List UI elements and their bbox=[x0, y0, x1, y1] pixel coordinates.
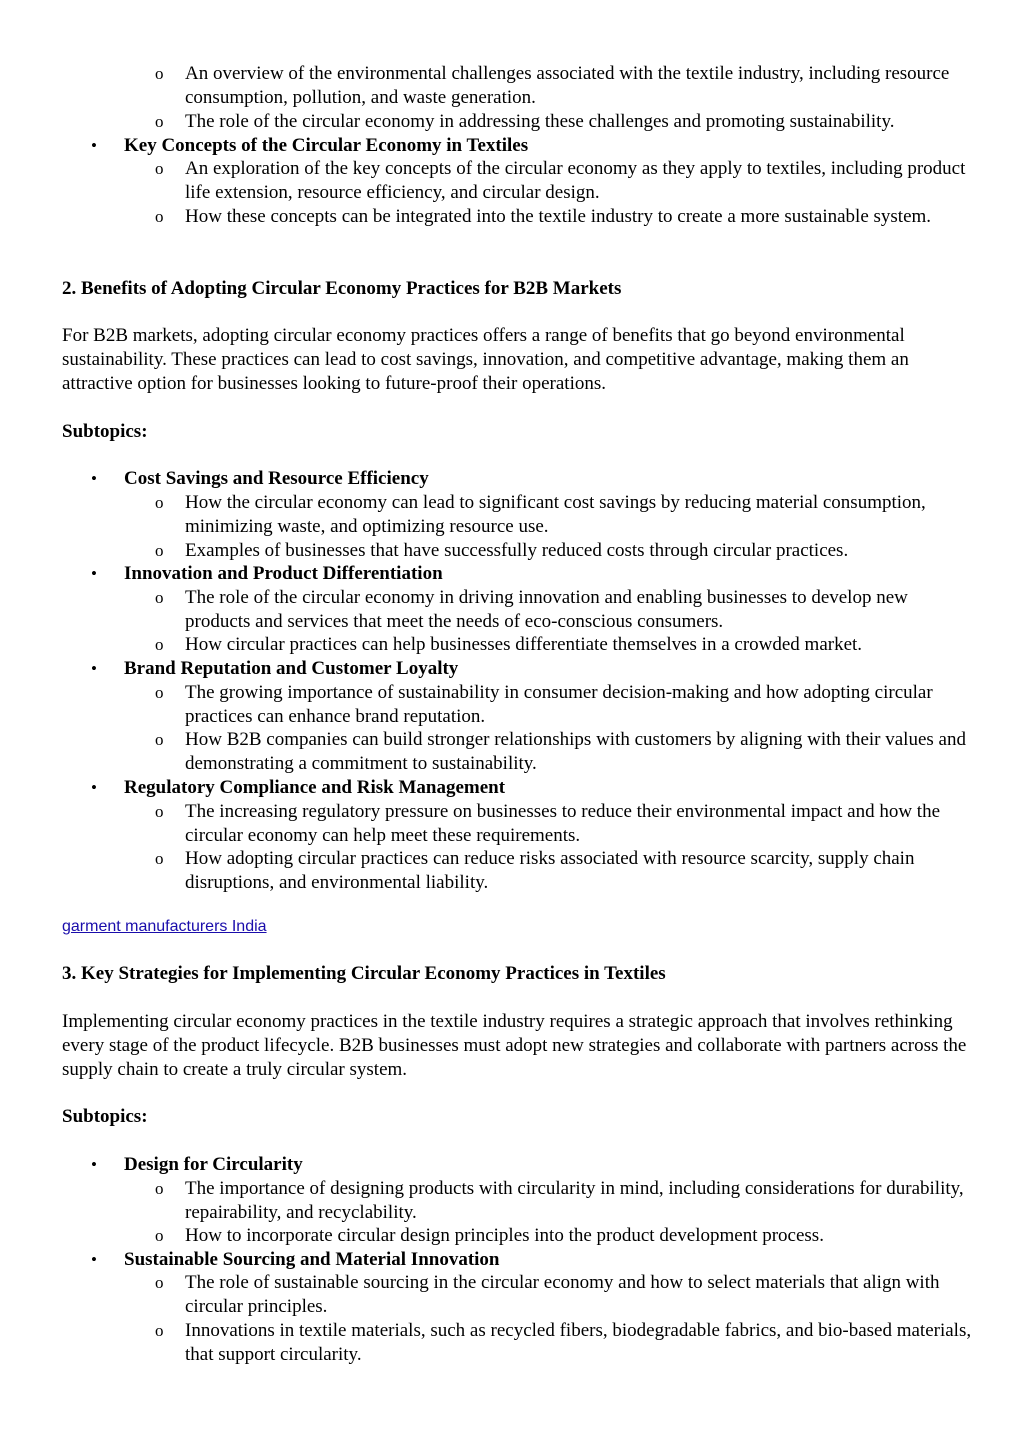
section-heading: 3. Key Strategies for Implementing Circular Economy Practices in Textiles bbox=[62, 963, 666, 984]
list-item: The role of the circular economy in driving innovation and enabling businesses to develop new products and services that meet the needs of eco-conscious consumers. bbox=[185, 587, 908, 632]
list-item: How circular practices can help businesses differentiate themselves in a crowded market. bbox=[185, 634, 863, 655]
list-item: How B2B companies can build stronger relationships with customers by aligning with their values and demonstrating a commitment to sustainability. bbox=[185, 729, 966, 774]
section-heading: 2. Benefits of Adopting Circular Economy Practices for B2B Markets bbox=[62, 278, 622, 299]
list-item: The increasing regulatory pressure on businesses to reduce their environmental impact and how the circular economy can help meet these requirements. bbox=[185, 801, 941, 846]
sub-bullet-marker: o bbox=[155, 207, 164, 226]
bullet-marker: • bbox=[91, 564, 97, 583]
list-item: The role of the circular economy in addressing these challenges and promoting sustainability. bbox=[185, 111, 895, 132]
subtopics-label: Subtopics: bbox=[62, 421, 148, 442]
list-item: How to incorporate circular design principles into the product development process. bbox=[185, 1225, 824, 1246]
bullet-heading: Key Concepts of the Circular Economy in Textiles bbox=[124, 135, 529, 156]
subtopics-label: Subtopics: bbox=[62, 1106, 148, 1127]
list-item: How adopting circular practices can reduce risks associated with resource scarcity, supply chain disruptions, and environmental liability. bbox=[185, 848, 915, 893]
bullet-heading: Design for Circularity bbox=[124, 1154, 303, 1175]
sub-bullet-marker: o bbox=[155, 159, 164, 178]
list-item: How the circular economy can lead to significant cost savings by reducing material consumption, minimizing waste, and optimizing resource use. bbox=[185, 492, 926, 537]
sub-bullet-marker: o bbox=[155, 112, 164, 131]
sub-bullet-marker: o bbox=[155, 1273, 164, 1292]
list-item: Examples of businesses that have successfully reduced costs through circular practices. bbox=[185, 540, 849, 561]
sub-bullet-marker: o bbox=[155, 730, 164, 749]
sub-bullet-marker: o bbox=[155, 1321, 164, 1340]
bullet-heading: Innovation and Product Differentiation bbox=[124, 563, 443, 584]
list-item: An exploration of the key concepts of the circular economy as they apply to textiles, including product life extension, resource efficiency, and circular design. bbox=[185, 158, 966, 203]
garment-manufacturers-link[interactable]: garment manufacturers India bbox=[62, 918, 267, 935]
section-paragraph: For B2B markets, adopting circular economy practices offers a range of benefits that go beyond environmental sustainability. These practices can lead to cost savings, innovation, and competitive advantage, making them an attractive option for businesses looking to future-proof their operations. bbox=[62, 325, 909, 394]
sub-bullet-marker: o bbox=[155, 849, 164, 868]
bullet-marker: • bbox=[91, 778, 97, 797]
list-item: An overview of the environmental challenges associated with the textile industry, including resource consumption, pollution, and waste generation. bbox=[185, 63, 950, 108]
bullet-heading: Sustainable Sourcing and Material Innovation bbox=[124, 1249, 500, 1270]
bullet-heading: Regulatory Compliance and Risk Management bbox=[124, 777, 506, 798]
sub-bullet-marker: o bbox=[155, 1226, 164, 1245]
bullet-marker: • bbox=[91, 659, 97, 678]
list-item: The growing importance of sustainability in consumer decision-making and how adopting circular practices can enhance brand reputation. bbox=[185, 682, 933, 727]
sub-bullet-marker: o bbox=[155, 541, 164, 560]
sub-bullet-marker: o bbox=[155, 493, 164, 512]
sub-bullet-marker: o bbox=[155, 802, 164, 821]
bullet-marker: • bbox=[91, 1155, 97, 1174]
list-item: The role of sustainable sourcing in the circular economy and how to select materials that align with circular principles. bbox=[185, 1272, 940, 1317]
bullet-heading: Brand Reputation and Customer Loyalty bbox=[124, 658, 459, 679]
bullet-marker: • bbox=[91, 469, 97, 488]
sub-bullet-marker: o bbox=[155, 1179, 164, 1198]
bullet-marker: • bbox=[91, 136, 97, 155]
sub-bullet-marker: o bbox=[155, 635, 164, 654]
sub-bullet-marker: o bbox=[155, 683, 164, 702]
bullet-marker: • bbox=[91, 1250, 97, 1269]
sub-bullet-marker: o bbox=[155, 588, 164, 607]
bullet-heading: Cost Savings and Resource Efficiency bbox=[124, 468, 429, 489]
section-paragraph: Implementing circular economy practices in the textile industry requires a strategic approach that involves rethinking every stage of the product lifecycle. B2B businesses must adopt new strategies and collaborate with partners across the supply chain to create a truly circular system. bbox=[62, 1011, 967, 1080]
sub-bullet-marker: o bbox=[155, 64, 164, 83]
list-item: The importance of designing products with circularity in mind, including considerations for durability, repairability, and recyclability. bbox=[185, 1178, 964, 1223]
list-item: How these concepts can be integrated into the textile industry to create a more sustainable system. bbox=[185, 206, 932, 227]
list-item: Innovations in textile materials, such as recycled fibers, biodegradable fabrics, and bio-based materials, that support circularity. bbox=[185, 1320, 972, 1365]
